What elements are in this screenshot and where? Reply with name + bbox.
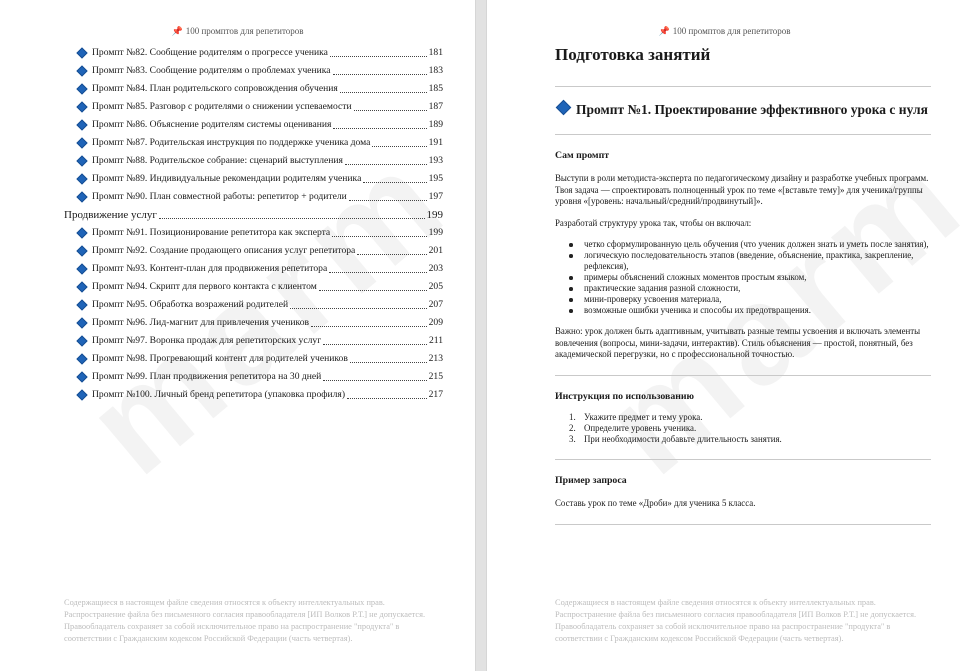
step-item <box>555 423 931 434</box>
toc-label: Промпт №95. Обработка возражений родителей <box>92 299 289 310</box>
toc-item[interactable] <box>64 170 443 188</box>
toc-leader-dots <box>319 290 427 291</box>
section-title: Сам промпт <box>555 150 610 161</box>
toc-page-number: 183 <box>428 65 443 76</box>
toc-leader-dots <box>347 398 427 399</box>
toc-item[interactable] <box>64 224 443 242</box>
list-item: логическую последовательность этапов (введение, объяснение, практика, закрепление, рефлексия), <box>555 250 931 272</box>
toc-label: Промпт №86. Объяснение родителям системы оценивания <box>92 119 332 130</box>
toc-item[interactable] <box>64 296 443 314</box>
blue-diamond-icon <box>76 191 87 202</box>
toc-page-number: 203 <box>428 263 443 274</box>
toc-page-number: 199 <box>426 209 443 221</box>
toc-leader-dots <box>333 74 427 75</box>
toc-leader-dots <box>311 326 427 327</box>
toc-page-number: 189 <box>428 119 443 130</box>
toc-label: Продвижение услуг <box>64 209 157 221</box>
prompt-paragraph: Важно: урок должен быть адаптивным, учитывать разные темпы усвоения и включать элементы вовлечения (вопросы, мини-задачи, интерактив). Стиль объяснения — простой, понятный, без академической перегрузки, но с профессиональной точностью. <box>555 326 921 359</box>
toc-page-number: 213 <box>428 353 443 364</box>
blue-diamond-icon <box>76 227 87 238</box>
toc-leader-dots <box>354 110 427 111</box>
blue-diamond-icon <box>76 47 87 58</box>
step-item <box>555 412 931 423</box>
toc-leader-dots <box>323 380 426 381</box>
list-item: практические задания разной сложности, <box>555 283 931 294</box>
section-title: Инструкция по использованию <box>555 390 695 402</box>
page-content <box>555 44 931 525</box>
toc-page-number: 187 <box>428 101 443 112</box>
toc-label: Промпт №98. Прогревающий контент для родителей учеников <box>92 353 348 364</box>
toc-page-number: 215 <box>428 371 443 382</box>
toc-page-number: 199 <box>428 227 443 238</box>
toc-item[interactable] <box>64 188 443 206</box>
toc-leader-dots <box>290 308 427 309</box>
toc-label: Промпт №84. План родительского сопровождения обучения <box>92 83 338 94</box>
step-number: 3. <box>569 433 576 444</box>
toc-leader-dots <box>323 344 427 345</box>
blue-diamond-icon <box>76 65 87 76</box>
toc-leader-dots <box>340 92 427 93</box>
toc-item[interactable] <box>64 368 443 386</box>
toc-label: Промпт №90. План совместной работы: репетитор + родители <box>92 191 347 202</box>
divider <box>555 375 931 376</box>
toc-page-number: 197 <box>428 191 443 202</box>
header-title: 100 промптов для репетиторов <box>185 26 304 36</box>
prompt-heading <box>555 101 931 119</box>
blue-diamond-icon <box>76 317 87 328</box>
toc-item[interactable] <box>64 134 443 152</box>
toc-label: Промпт №93. Контент-план для продвижения репетитора <box>92 263 328 274</box>
blue-diamond-icon <box>76 173 87 184</box>
toc-item[interactable] <box>64 116 443 134</box>
list-item: четко сформулированную цель обучения (что ученик должен знать и уметь после занятия), <box>555 239 931 250</box>
toc-item[interactable] <box>64 260 443 278</box>
toc-leader-dots <box>330 56 427 57</box>
chapter-title: Подготовка занятий <box>555 45 711 64</box>
blue-diamond-icon <box>76 83 87 94</box>
blue-diamond-icon <box>76 281 87 292</box>
toc-page-number: 207 <box>428 299 443 310</box>
toc-leader-dots <box>349 200 427 201</box>
example-request: Составь урок по теме «Дроби» для ученика 5 класса. <box>555 497 756 508</box>
toc-label: Промпт №91. Позиционирование репетитора как эксперта <box>92 227 331 238</box>
list-item: примеры объяснений сложных моментов простым языком, <box>555 272 931 283</box>
toc-leader-dots <box>363 182 426 183</box>
prompt-title: Промпт №1. Проектирование эффективного урока с нуля <box>576 102 928 117</box>
blue-diamond-icon <box>76 119 87 130</box>
toc-leader-dots <box>372 146 426 147</box>
toc-page-number: 205 <box>428 281 443 292</box>
toc-page-number: 191 <box>428 137 443 148</box>
toc-item[interactable] <box>64 314 443 332</box>
toc-leader-dots <box>357 254 426 255</box>
toc-item[interactable] <box>64 44 443 62</box>
right-page <box>487 0 962 671</box>
toc-label: Промпт №89. Индивидуальные рекомендации родителям ученика <box>92 173 362 184</box>
step-text: При необходимости добавьте длительность занятия. <box>584 433 782 444</box>
legal-notice: Содержащиеся в настоящем файле сведения относятся к объекту интеллектуальных прав. Распространение файла без письменного согласия правообладателя [ИП Волков Р.Т.] не допускается. Правообладатель сохраняет за собой исключительное право на распространение "продукта" в соответствии с Гражданским кодексом Российской Федерации (часть четвертая). <box>64 598 426 643</box>
toc-label: Промпт №88. Родительское собрание: сценарий выступления <box>92 155 343 166</box>
blue-diamond-icon <box>556 100 572 116</box>
step-text: Укажите предмет и тему урока. <box>584 411 703 422</box>
left-page <box>0 0 475 671</box>
toc-leader-dots <box>350 362 427 363</box>
blue-diamond-icon <box>76 389 87 400</box>
toc-page-number: 201 <box>428 245 443 256</box>
legal-notice: Содержащиеся в настоящем файле сведения относятся к объекту интеллектуальных прав. Распространение файла без письменного согласия правообладателя [ИП Волков Р.Т.] не допускается. Правообладатель сохраняет за собой исключительное право на распространение "продукта" в соответствии с Гражданским кодексом Российской Федерации (часть четвертая). <box>555 598 917 643</box>
divider <box>555 459 931 460</box>
toc-label: Промпт №85. Разговор с родителями о снижении успеваемости <box>92 101 352 112</box>
blue-diamond-icon <box>76 245 87 256</box>
blue-diamond-icon <box>76 335 87 346</box>
toc-item[interactable] <box>64 152 443 170</box>
toc-item[interactable] <box>64 278 443 296</box>
toc-leader-dots <box>159 218 425 219</box>
toc-label: Промпт №83. Сообщение родителям о проблемах ученика <box>92 65 331 76</box>
toc-leader-dots <box>345 164 427 165</box>
toc-label: Промпт №99. План продвижения репетитора на 30 дней <box>92 371 322 382</box>
toc-page-number: 211 <box>428 335 443 346</box>
toc-item[interactable] <box>64 350 443 368</box>
blue-diamond-icon <box>76 101 87 112</box>
divider <box>555 134 931 135</box>
toc-leader-dots <box>332 236 426 237</box>
table-of-contents <box>64 44 443 404</box>
toc-label: Промпт №96. Лид-магнит для привлечения учеников <box>92 317 310 328</box>
prompt-paragraph: Выступи в роли методиста-эксперта по педагогическому дизайну и разработке учебных программ. Твоя задача — спроектировать полноценный урок по теме «[вставьте тему]» для ученика/группы уровня «[уровень: начальный/средний/продвинутый]». <box>555 173 929 206</box>
toc-leader-dots <box>329 272 426 273</box>
toc-item[interactable] <box>64 242 443 260</box>
toc-item[interactable] <box>64 332 443 350</box>
step-number: 1. <box>569 411 576 422</box>
toc-page-number: 217 <box>428 389 443 400</box>
pushpin-icon: 📌 <box>171 26 183 36</box>
instruction-steps <box>555 412 931 445</box>
blue-diamond-icon <box>76 353 87 364</box>
list-item: мини-проверку усвоения материала, <box>555 294 931 305</box>
toc-item[interactable] <box>64 80 443 98</box>
toc-page-number: 209 <box>428 317 443 328</box>
toc-item[interactable] <box>64 98 443 116</box>
divider <box>555 86 931 87</box>
step-number: 2. <box>569 422 576 433</box>
blue-diamond-icon <box>76 263 87 274</box>
toc-page-number: 195 <box>428 173 443 184</box>
requirements-list <box>555 239 931 316</box>
toc-page-number: 181 <box>428 47 443 58</box>
step-text: Определите уровень ученика. <box>584 422 697 433</box>
toc-leader-dots <box>333 128 426 129</box>
toc-item[interactable] <box>64 62 443 80</box>
prompt-paragraph: Разработай структуру урока так, чтобы он включал: <box>555 217 752 228</box>
toc-label: Промпт №87. Родительская инструкция по поддержке ученика дома <box>92 137 371 148</box>
page-header <box>487 26 962 37</box>
toc-page-number: 185 <box>428 83 443 94</box>
blue-diamond-icon <box>76 371 87 382</box>
header-title: 100 промптов для репетиторов <box>672 26 791 36</box>
section-title: Пример запроса <box>555 474 627 486</box>
toc-label: Промпт №94. Скрипт для первого контакта с клиентом <box>92 281 317 292</box>
list-item: возможные ошибки ученика и способы их предотвращения. <box>555 305 931 316</box>
toc-label: Промпт №92. Создание продающего описания услуг репетитора <box>92 245 356 256</box>
toc-page-number: 193 <box>428 155 443 166</box>
step-item <box>555 434 931 445</box>
toc-label: Промпт №100. Личный бренд репетитора (упаковка профиля) <box>92 389 346 400</box>
divider <box>555 524 931 525</box>
blue-diamond-icon <box>76 155 87 166</box>
page-gutter <box>475 0 487 671</box>
blue-diamond-icon <box>76 299 87 310</box>
page-header <box>0 26 475 37</box>
toc-label: Промпт №97. Воронка продаж для репетиторских услуг <box>92 335 322 346</box>
toc-label: Промпт №82. Сообщение родителям о прогрессе ученика <box>92 47 328 58</box>
toc-section[interactable] <box>64 206 443 224</box>
toc-item[interactable] <box>64 386 443 404</box>
pushpin-icon: 📌 <box>658 26 670 36</box>
blue-diamond-icon <box>76 137 87 148</box>
